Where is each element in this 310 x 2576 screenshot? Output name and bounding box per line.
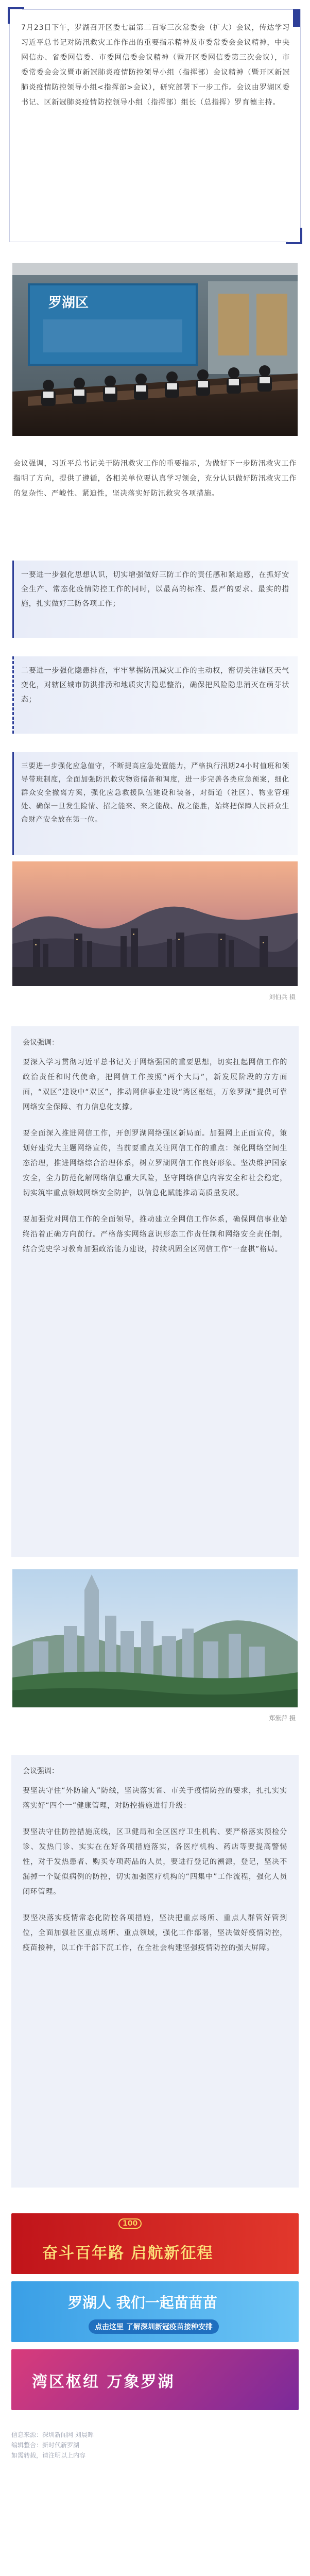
meeting-paragraph: 要深入学习贯彻习近平总书记关于网络强国的重要思想，切实扛起网信工作的政治责任和时代使命，把网信工作按照“两个大局”，新发展阶段的方方面面，“双区”建设中“双区”，推动网信事业建设“湾区枢纽，万象罗湖”提供可靠网络安全保障、有力信息化支撑。 [23,1058,287,1111]
city-aerial-photo [12,861,298,1001]
skyline-photo [12,1569,298,1722]
footer-edit: 编辑整合：新时代新罗湖 [11,2442,80,2449]
meeting-lead: 会议强调： [23,1767,59,1775]
meeting-paragraph: 要全面深入推进网信工作，开创罗湖网络强区新局面。加强网上正面宣传，策划好建党大主题网络宣传，当前要重点关注网信工作的重点：深化网络空间生态治理，推进网络综合治理体系，树立罗湖网信工作良好形象。坚决维护国家安全，全力防范化解网络信息重大风险，坚守网络信息内容安全和社会稳定，切实筑牢重点领域网络安全防护，以信息化赋能推动高质量发展。 [23,1129,287,1197]
banner-badge: 100 [118,2218,142,2229]
banner-title: 奋斗百年路 启航新征程 [42,2244,214,2262]
city-aerial-image [12,861,298,986]
photo-caption: 刘伯兵 摄 [269,993,296,1001]
meeting-paragraph: 要坚决守住“外防输入”防线，坚决落实省、市关于疫情防控的要求，扎扎实实落实好“四个一”健康管理，对防控措施进行升级： [23,1787,287,1810]
corner-decoration [286,228,302,244]
point-one: 一要进一步强化思想认识，切实增强做好三防工作的责任感和紧迫感，在抓好安全生产、常态化疫情防控工作的同时，以最高的标准、最严的要求、最实的措施，扎实做好三防各项工作； [12,561,298,638]
meeting-photo [12,263,298,436]
footer [0,2430,310,2461]
footer-note: 如需转载，请注明以上内容 [11,2452,86,2459]
banner-title: 湾区枢纽 万象罗湖 [32,2373,175,2391]
screen-sign: 罗湖区 [48,295,89,311]
banner-vaccine[interactable] [11,2281,299,2342]
banner-centenary[interactable] [11,2213,299,2274]
banner-luohu[interactable] [11,2349,299,2410]
accent-bar [293,9,300,27]
meeting-paragraph: 要加强党对网信工作的全面领导，推动建立全网信工作体系，确保网信事业始终沿着正确方向前行。严格落实网络意识形态工作责任制和网络安全责任制，结合党史学习教育加强政治能力建设，持续巩固全区网信工作“一盘棋”格局。 [23,1215,287,1253]
meeting-emphasis-box-1 [11,1026,299,1557]
banner-subtitle: 点击这里 了解深圳新冠疫苗接种安排 [89,2319,219,2334]
article-page [0,9,310,2576]
intro-paragraph: 7月23日下午，罗湖召开区委七届第二百零三次常委会（扩大）会议，传达学习习近平总书记对防汛救灾工作作出的重要指示精神及市委常委会会议精神，中央网信办、省委网信委、市委网信委会议精神（暨开区委网信委第三次会议），市委常委会会议暨市新冠肺炎疫情防控领导小组（指挥部）会议精神（暨开区新冠肺炎疫情防控领导小组<指挥部>会议），研究部署下一步工作。会议由罗湖区委书记、区新冠肺炎疫情防控领导小组（指挥部）组长（总指挥）罗育德主持。 [21,24,290,107]
point-three: 三要进一步强化应急值守，不断提高应急处置能力，严格执行汛期24小时值班和领导带班制度，全面加强防汛救灾物资储备和调度，进一步完善各类应急预案，细化群众安全撤离方案，强化应急救援队伍建设和装备，对街道（社区）、物业管理处、确保一旦发生险情、招之能来、来之能战、战之能胜，始终把保障人民群众生命财产安全放在第一位。 [12,752,298,855]
meeting-emphasis-box-2 [11,1755,299,2188]
point-two: 二要进一步强化隐患排查，牢牢掌握防汛减灾工作的主动权，密切关注辖区天气变化，对辖区城市防洪排涝和地质灾害隐患整治，确保把风险隐患消灭在萌芽状态； [12,656,298,734]
meeting-lead: 会议强调： [23,1039,59,1047]
meeting-summary-paragraph: 会议强调，习近平总书记关于防汛救灾工作的重要指示，为做好下一步防汛救灾工作指明了方向，提供了遵循，各相关单位要认真学习领会，充分认识做好防汛救灾工作的复杂性、严峻性、紧迫性，坚决落实好防汛救灾各项措施。 [13,460,297,498]
footer-source: 信息来源：深圳新闻网 刘晨晖 [11,2431,94,2438]
meeting-room-image [12,263,298,436]
banner-title: 罗湖人 我们一起苗苗苗 [68,2294,217,2311]
meeting-paragraph: 要坚决落实疫情常态化防控各项措施，坚决把重点场所、重点人群管好管到位，全面加强社区重点场所、重点领域，强化工作部署，坚决做好疫情防控，疫苗接种，以工作干部下沉工作，在全社会构建坚强疫情防控的强大屏障。 [23,1914,287,1952]
meeting-paragraph: 要坚决守住防控措施底线，区卫健局和全区医疗卫生机构、要严格落实预检分诊、发热门诊、实实在在好各项措施落实，各医疗机构、药店等要提高警惕性，对于发热患者、购买专项药品的人员，要进行登记的溯源，登记，坚决不漏掉一个疑似病例的防控，切实加强医疗机构的“四集中”工作流程，强化人员闭环管理。 [23,1828,287,1896]
photo-caption: 郑紫萍 摄 [269,1715,296,1722]
intro-box [9,9,301,242]
skyline-image [12,1569,298,1707]
